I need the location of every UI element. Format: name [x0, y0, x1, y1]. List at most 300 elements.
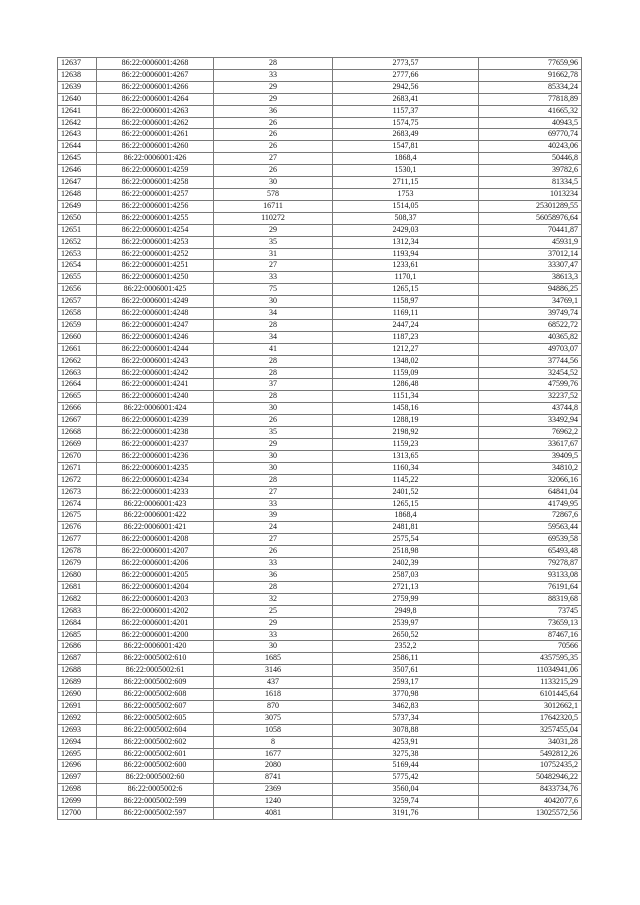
specific-value-cell: 2949,8: [333, 605, 479, 617]
cadastral-number-cell: 86:22:0006001:4249: [97, 296, 214, 308]
row-number-cell: 12647: [58, 177, 97, 189]
specific-value-cell: 3560,04: [333, 784, 479, 796]
cadastral-value-cell: 33617,67: [479, 439, 582, 451]
cadastral-number-cell: 86:22:0006001:4252: [97, 248, 214, 260]
table-row: [58, 319, 582, 331]
table-row: [58, 284, 582, 296]
cadastral-number-cell: 86:22:0006001:4241: [97, 379, 214, 391]
specific-value-cell: 508,37: [333, 212, 479, 224]
table-row: [58, 391, 582, 403]
table-row: [58, 665, 582, 677]
table-row: [58, 212, 582, 224]
row-number-cell: 12687: [58, 653, 97, 665]
row-number-cell: 12661: [58, 343, 97, 355]
quantity-cell: 26: [214, 165, 333, 177]
cadastral-value-cell: 34031,28: [479, 736, 582, 748]
specific-value-cell: 1286,48: [333, 379, 479, 391]
table-row: [58, 569, 582, 581]
quantity-cell: 28: [214, 391, 333, 403]
specific-value-cell: 2539,97: [333, 617, 479, 629]
cadastral-value-cell: 25301289,55: [479, 200, 582, 212]
quantity-cell: 26: [214, 546, 333, 558]
row-number-cell: 12638: [58, 69, 97, 81]
quantity-cell: 28: [214, 474, 333, 486]
specific-value-cell: 2683,41: [333, 93, 479, 105]
row-number-cell: 12669: [58, 439, 97, 451]
specific-value-cell: 5775,42: [333, 772, 479, 784]
table-row: [58, 165, 582, 177]
quantity-cell: 33: [214, 498, 333, 510]
quantity-cell: 36: [214, 569, 333, 581]
quantity-cell: 35: [214, 236, 333, 248]
specific-value-cell: 5169,44: [333, 760, 479, 772]
table-row: [58, 188, 582, 200]
specific-value-cell: 3078,88: [333, 724, 479, 736]
specific-value-cell: 2447,24: [333, 319, 479, 331]
cadastral-number-cell: 86:22:0006001:423: [97, 498, 214, 510]
cadastral-value-cell: 76191,64: [479, 581, 582, 593]
quantity-cell: 4081: [214, 808, 333, 820]
cadastral-number-cell: 86:22:0005002:6: [97, 784, 214, 796]
cadastral-value-cell: 50446,8: [479, 153, 582, 165]
cadastral-number-cell: 86:22:0006001:4200: [97, 629, 214, 641]
cadastral-number-cell: 86:22:0006001:4255: [97, 212, 214, 224]
specific-value-cell: 1212,27: [333, 343, 479, 355]
table-row: [58, 379, 582, 391]
table-row: [58, 415, 582, 427]
cadastral-value-cell: 8433734,76: [479, 784, 582, 796]
table-row: [58, 808, 582, 820]
cadastral-number-cell: 86:22:0006001:4201: [97, 617, 214, 629]
cadastral-value-cell: 3257455,04: [479, 724, 582, 736]
quantity-cell: 27: [214, 153, 333, 165]
table-row: [58, 177, 582, 189]
cadastral-number-cell: 86:22:0006001:4256: [97, 200, 214, 212]
row-number-cell: 12655: [58, 272, 97, 284]
row-number-cell: 12695: [58, 748, 97, 760]
row-number-cell: 12682: [58, 593, 97, 605]
quantity-cell: 29: [214, 617, 333, 629]
specific-value-cell: 1151,34: [333, 391, 479, 403]
row-number-cell: 12639: [58, 81, 97, 93]
quantity-cell: 24: [214, 522, 333, 534]
specific-value-cell: 2481,81: [333, 522, 479, 534]
cadastral-value-cell: 91662,78: [479, 69, 582, 81]
quantity-cell: 437: [214, 677, 333, 689]
quantity-cell: 33: [214, 272, 333, 284]
cadastral-value-cell: 17642320,5: [479, 712, 582, 724]
cadastral-value-cell: 4042077,6: [479, 796, 582, 808]
quantity-cell: 2080: [214, 760, 333, 772]
cadastral-value-cell: 32237,52: [479, 391, 582, 403]
row-number-cell: 12641: [58, 105, 97, 117]
specific-value-cell: 1145,22: [333, 474, 479, 486]
specific-value-cell: 5737,34: [333, 712, 479, 724]
specific-value-cell: 1157,37: [333, 105, 479, 117]
table-row: [58, 546, 582, 558]
quantity-cell: 1240: [214, 796, 333, 808]
specific-value-cell: 1159,09: [333, 367, 479, 379]
quantity-cell: 30: [214, 177, 333, 189]
cadastral-number-cell: 86:22:0006001:4207: [97, 546, 214, 558]
quantity-cell: 28: [214, 58, 333, 70]
specific-value-cell: 2575,54: [333, 534, 479, 546]
table-row: [58, 748, 582, 760]
row-number-cell: 12651: [58, 224, 97, 236]
table-row: [58, 200, 582, 212]
row-number-cell: 12686: [58, 641, 97, 653]
table-row: [58, 450, 582, 462]
cadastral-value-cell: 47599,76: [479, 379, 582, 391]
specific-value-cell: 1313,65: [333, 450, 479, 462]
table-row: [58, 462, 582, 474]
row-number-cell: 12645: [58, 153, 97, 165]
quantity-cell: 37: [214, 379, 333, 391]
quantity-cell: 30: [214, 403, 333, 415]
row-number-cell: 12673: [58, 486, 97, 498]
cadastral-number-cell: 86:22:0006001:4203: [97, 593, 214, 605]
table-row: [58, 700, 582, 712]
specific-value-cell: 1312,34: [333, 236, 479, 248]
row-number-cell: 12670: [58, 450, 97, 462]
cadastral-number-cell: 86:22:0006001:4240: [97, 391, 214, 403]
specific-value-cell: 3770,98: [333, 689, 479, 701]
row-number-cell: 12685: [58, 629, 97, 641]
cadastral-number-cell: 86:22:0005002:61: [97, 665, 214, 677]
cadastral-number-cell: 86:22:0006001:4268: [97, 58, 214, 70]
cadastral-value-cell: 69770,74: [479, 129, 582, 141]
cadastral-number-cell: 86:22:0005002:60: [97, 772, 214, 784]
cadastral-value-cell: 39782,6: [479, 165, 582, 177]
cadastral-number-cell: 86:22:0006001:4233: [97, 486, 214, 498]
row-number-cell: 12694: [58, 736, 97, 748]
row-number-cell: 12697: [58, 772, 97, 784]
cadastral-value-cell: 41749,95: [479, 498, 582, 510]
specific-value-cell: 2402,39: [333, 558, 479, 570]
table-row: [58, 248, 582, 260]
quantity-cell: 26: [214, 141, 333, 153]
cadastral-number-cell: 86:22:0005002:597: [97, 808, 214, 820]
cadastral-value-cell: 77818,89: [479, 93, 582, 105]
cadastral-value-cell: 70441,87: [479, 224, 582, 236]
cadastral-value-cell: 73745: [479, 605, 582, 617]
quantity-cell: 1685: [214, 653, 333, 665]
table-row: [58, 689, 582, 701]
cadastral-number-cell: 86:22:0005002:604: [97, 724, 214, 736]
specific-value-cell: 1160,34: [333, 462, 479, 474]
cadastral-value-cell: 50482946,22: [479, 772, 582, 784]
specific-value-cell: 4253,91: [333, 736, 479, 748]
specific-value-cell: 1187,23: [333, 331, 479, 343]
cadastral-number-cell: 86:22:0005002:601: [97, 748, 214, 760]
quantity-cell: 32: [214, 593, 333, 605]
cadastral-value-cell: 94886,25: [479, 284, 582, 296]
specific-value-cell: 1530,1: [333, 165, 479, 177]
cadastral-value-cell: 34769,1: [479, 296, 582, 308]
row-number-cell: 12668: [58, 427, 97, 439]
cadastral-value-cell: 34810,2: [479, 462, 582, 474]
cadastral-value-cell: 40365,82: [479, 331, 582, 343]
cadastral-number-cell: 86:22:0006001:4263: [97, 105, 214, 117]
quantity-cell: 8741: [214, 772, 333, 784]
table-row: [58, 581, 582, 593]
table-row: [58, 474, 582, 486]
specific-value-cell: 3259,74: [333, 796, 479, 808]
cadastral-number-cell: 86:22:0006001:4267: [97, 69, 214, 81]
row-number-cell: 12659: [58, 319, 97, 331]
specific-value-cell: 1514,05: [333, 200, 479, 212]
quantity-cell: 27: [214, 534, 333, 546]
specific-value-cell: 2586,11: [333, 653, 479, 665]
row-number-cell: 12664: [58, 379, 97, 391]
cadastral-value-cell: 77659,96: [479, 58, 582, 70]
row-number-cell: 12663: [58, 367, 97, 379]
row-number-cell: 12640: [58, 93, 97, 105]
row-number-cell: 12672: [58, 474, 97, 486]
cadastral-value-cell: 32454,52: [479, 367, 582, 379]
row-number-cell: 12650: [58, 212, 97, 224]
specific-value-cell: 3462,83: [333, 700, 479, 712]
table-row: [58, 593, 582, 605]
cadastral-value-table: [57, 57, 582, 820]
row-number-cell: 12674: [58, 498, 97, 510]
quantity-cell: 75: [214, 284, 333, 296]
quantity-cell: 2369: [214, 784, 333, 796]
quantity-cell: 1618: [214, 689, 333, 701]
row-number-cell: 12642: [58, 117, 97, 129]
specific-value-cell: 1458,16: [333, 403, 479, 415]
specific-value-cell: 2401,52: [333, 486, 479, 498]
cadastral-number-cell: 86:22:0006001:4244: [97, 343, 214, 355]
row-number-cell: 12680: [58, 569, 97, 581]
specific-value-cell: 3507,61: [333, 665, 479, 677]
quantity-cell: 29: [214, 93, 333, 105]
quantity-cell: 33: [214, 69, 333, 81]
row-number-cell: 12658: [58, 308, 97, 320]
specific-value-cell: 1288,19: [333, 415, 479, 427]
specific-value-cell: 2721,13: [333, 581, 479, 593]
cadastral-number-cell: 86:22:0006001:4257: [97, 188, 214, 200]
cadastral-number-cell: 86:22:0006001:4254: [97, 224, 214, 236]
cadastral-number-cell: 86:22:0006001:4261: [97, 129, 214, 141]
quantity-cell: 29: [214, 224, 333, 236]
table-row: [58, 367, 582, 379]
table-row: [58, 736, 582, 748]
row-number-cell: 12649: [58, 200, 97, 212]
cadastral-number-cell: 86:22:0005002:605: [97, 712, 214, 724]
quantity-cell: 110272: [214, 212, 333, 224]
quantity-cell: 41: [214, 343, 333, 355]
quantity-cell: 30: [214, 296, 333, 308]
specific-value-cell: 1265,15: [333, 284, 479, 296]
table-row: [58, 58, 582, 70]
cadastral-value-cell: 69539,58: [479, 534, 582, 546]
row-number-cell: 12666: [58, 403, 97, 415]
row-number-cell: 12656: [58, 284, 97, 296]
quantity-cell: 3075: [214, 712, 333, 724]
table-row: [58, 534, 582, 546]
cadastral-value-cell: 38613,3: [479, 272, 582, 284]
cadastral-number-cell: 86:22:0006001:4208: [97, 534, 214, 546]
specific-value-cell: 2593,17: [333, 677, 479, 689]
cadastral-number-cell: 86:22:0005002:610: [97, 653, 214, 665]
cadastral-number-cell: 86:22:0006001:421: [97, 522, 214, 534]
table-row: [58, 69, 582, 81]
specific-value-cell: 1348,02: [333, 355, 479, 367]
specific-value-cell: 2711,15: [333, 177, 479, 189]
cadastral-value-cell: 33492,94: [479, 415, 582, 427]
quantity-cell: 36: [214, 105, 333, 117]
table-row: [58, 153, 582, 165]
quantity-cell: 26: [214, 415, 333, 427]
cadastral-number-cell: 86:22:0006001:4202: [97, 605, 214, 617]
table-body: [58, 58, 582, 820]
cadastral-number-cell: 86:22:0006001:4262: [97, 117, 214, 129]
cadastral-value-cell: 6101445,64: [479, 689, 582, 701]
cadastral-value-cell: 37012,14: [479, 248, 582, 260]
row-number-cell: 12681: [58, 581, 97, 593]
cadastral-number-cell: 86:22:0005002:602: [97, 736, 214, 748]
row-number-cell: 12667: [58, 415, 97, 427]
table-row: [58, 617, 582, 629]
quantity-cell: 34: [214, 331, 333, 343]
table-row: [58, 796, 582, 808]
table-row: [58, 653, 582, 665]
specific-value-cell: 1868,4: [333, 153, 479, 165]
cadastral-value-cell: 41665,32: [479, 105, 582, 117]
row-number-cell: 12689: [58, 677, 97, 689]
quantity-cell: 25: [214, 605, 333, 617]
specific-value-cell: 1159,23: [333, 439, 479, 451]
quantity-cell: 28: [214, 355, 333, 367]
cadastral-value-cell: 87467,16: [479, 629, 582, 641]
specific-value-cell: 2198,92: [333, 427, 479, 439]
cadastral-value-cell: 88319,68: [479, 593, 582, 605]
table-row: [58, 129, 582, 141]
row-number-cell: 12690: [58, 689, 97, 701]
table-row: [58, 403, 582, 415]
cadastral-value-cell: 40243,06: [479, 141, 582, 153]
table-row: [58, 629, 582, 641]
table-row: [58, 641, 582, 653]
table-row: [58, 522, 582, 534]
quantity-cell: 30: [214, 641, 333, 653]
table-row: [58, 439, 582, 451]
row-number-cell: 12691: [58, 700, 97, 712]
cadastral-number-cell: 86:22:0005002:600: [97, 760, 214, 772]
row-number-cell: 12677: [58, 534, 97, 546]
row-number-cell: 12646: [58, 165, 97, 177]
table-row: [58, 677, 582, 689]
cadastral-value-cell: 81334,5: [479, 177, 582, 189]
specific-value-cell: 2518,98: [333, 546, 479, 558]
table-row: [58, 331, 582, 343]
table-row: [58, 260, 582, 272]
cadastral-number-cell: 86:22:0006001:425: [97, 284, 214, 296]
cadastral-value-cell: 79278,87: [479, 558, 582, 570]
cadastral-value-cell: 70566: [479, 641, 582, 653]
specific-value-cell: 1233,61: [333, 260, 479, 272]
table-row: [58, 498, 582, 510]
cadastral-number-cell: 86:22:0006001:4247: [97, 319, 214, 331]
table-row: [58, 81, 582, 93]
row-number-cell: 12679: [58, 558, 97, 570]
specific-value-cell: 2587,03: [333, 569, 479, 581]
cadastral-number-cell: 86:22:0006001:4259: [97, 165, 214, 177]
table-row: [58, 558, 582, 570]
table-row: [58, 308, 582, 320]
cadastral-value-cell: 39409,5: [479, 450, 582, 462]
cadastral-value-cell: 39749,74: [479, 308, 582, 320]
quantity-cell: 1677: [214, 748, 333, 760]
cadastral-number-cell: 86:22:0006001:4250: [97, 272, 214, 284]
quantity-cell: 33: [214, 558, 333, 570]
row-number-cell: 12654: [58, 260, 97, 272]
specific-value-cell: 1265,15: [333, 498, 479, 510]
quantity-cell: 27: [214, 486, 333, 498]
table-row: [58, 105, 582, 117]
cadastral-number-cell: 86:22:0006001:4206: [97, 558, 214, 570]
cadastral-number-cell: 86:22:0006001:422: [97, 510, 214, 522]
quantity-cell: 31: [214, 248, 333, 260]
cadastral-value-cell: 45931,9: [479, 236, 582, 248]
cadastral-number-cell: 86:22:0005002:607: [97, 700, 214, 712]
table-row: [58, 486, 582, 498]
cadastral-number-cell: 86:22:0005002:599: [97, 796, 214, 808]
quantity-cell: 8: [214, 736, 333, 748]
table-row: [58, 724, 582, 736]
row-number-cell: 12657: [58, 296, 97, 308]
row-number-cell: 12693: [58, 724, 97, 736]
quantity-cell: 35: [214, 427, 333, 439]
cadastral-value-cell: 76962,2: [479, 427, 582, 439]
cadastral-value-cell: 73659,13: [479, 617, 582, 629]
cadastral-value-cell: 11034941,06: [479, 665, 582, 677]
table-row: [58, 236, 582, 248]
row-number-cell: 12676: [58, 522, 97, 534]
cadastral-number-cell: 86:22:0006001:4266: [97, 81, 214, 93]
specific-value-cell: 2650,52: [333, 629, 479, 641]
quantity-cell: 28: [214, 319, 333, 331]
cadastral-value-cell: 32066,16: [479, 474, 582, 486]
specific-value-cell: 1193,94: [333, 248, 479, 260]
cadastral-value-cell: 72867,6: [479, 510, 582, 522]
row-number-cell: 12678: [58, 546, 97, 558]
cadastral-value-cell: 65493,48: [479, 546, 582, 558]
row-number-cell: 12696: [58, 760, 97, 772]
row-number-cell: 12699: [58, 796, 97, 808]
quantity-cell: 27: [214, 260, 333, 272]
cadastral-value-cell: 49703,07: [479, 343, 582, 355]
quantity-cell: 16711: [214, 200, 333, 212]
table-row: [58, 784, 582, 796]
quantity-cell: 30: [214, 450, 333, 462]
specific-value-cell: 2942,56: [333, 81, 479, 93]
row-number-cell: 12660: [58, 331, 97, 343]
cadastral-value-cell: 93133,08: [479, 569, 582, 581]
row-number-cell: 12683: [58, 605, 97, 617]
table-row: [58, 224, 582, 236]
row-number-cell: 12644: [58, 141, 97, 153]
table-row: [58, 296, 582, 308]
row-number-cell: 12684: [58, 617, 97, 629]
cadastral-value-cell: 33307,47: [479, 260, 582, 272]
cadastral-number-cell: 86:22:0006001:4234: [97, 474, 214, 486]
cadastral-number-cell: 86:22:0006001:4258: [97, 177, 214, 189]
table-row: [58, 272, 582, 284]
table-row: [58, 510, 582, 522]
cadastral-number-cell: 86:22:0006001:4246: [97, 331, 214, 343]
